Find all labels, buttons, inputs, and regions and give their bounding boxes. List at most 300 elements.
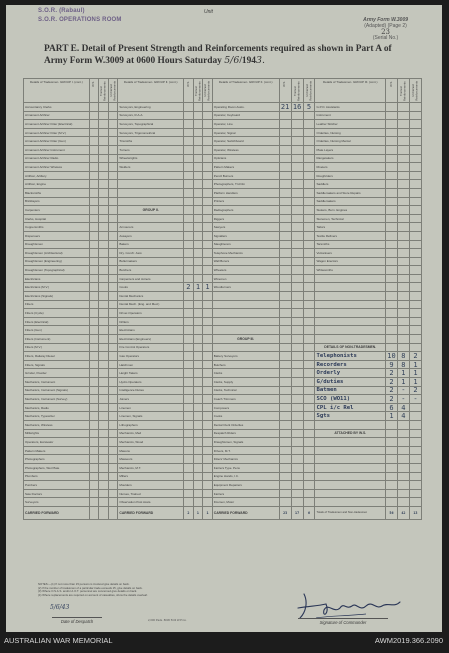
count-cell (108, 395, 118, 404)
count-cell (303, 446, 315, 455)
count-cell: 10 (387, 352, 396, 361)
count-cell (99, 145, 109, 154)
count-cell: 2 (409, 352, 421, 361)
count-cell (303, 498, 315, 507)
trade-label-cell: Electricians (Engineers) (118, 335, 184, 344)
count-cell (203, 300, 213, 309)
count-cell (184, 446, 194, 455)
count-cell (108, 360, 118, 369)
count-cell (409, 335, 421, 344)
count-cell (291, 420, 303, 429)
count-cell (409, 455, 421, 464)
count-cell (89, 137, 99, 146)
count-cell (193, 300, 203, 309)
count-cell (303, 283, 315, 292)
count-cell (397, 257, 409, 266)
count-cell (99, 472, 109, 481)
title-date: 5/6 (224, 55, 240, 66)
trade-label-cell (315, 463, 386, 472)
count-cell (203, 240, 213, 249)
count-cell (409, 197, 421, 206)
count-cell (89, 240, 99, 249)
count-cell (184, 352, 194, 361)
count-cell: 21 (280, 102, 290, 111)
table-header-row (24, 79, 422, 103)
count-cell (397, 498, 409, 507)
count-cell (291, 481, 303, 490)
note-3: (3) Where O.S.A.S. and/or A.O.T. personnel are concerned give details on back. (38, 589, 138, 594)
trade-label-cell: Batmen (315, 386, 386, 395)
count-cell (89, 128, 99, 137)
count-cell (303, 128, 315, 137)
trade-label-cell (212, 326, 279, 335)
count-cell (184, 378, 194, 387)
count-cell (108, 455, 118, 464)
count-cell (386, 266, 398, 275)
count-cell (397, 223, 409, 232)
count-cell (108, 378, 118, 387)
count-cell (193, 266, 203, 275)
count-cell (279, 326, 291, 335)
count-cell (397, 231, 409, 240)
count-cell (184, 489, 194, 498)
carried-forward-row (24, 506, 422, 519)
trade-label-cell: Recorders (315, 360, 386, 369)
carried-count-cell: 17 (291, 506, 303, 519)
count-cell (89, 171, 99, 180)
trade-label-cell (315, 481, 386, 490)
trade-label-cell: Instrument (315, 111, 386, 120)
trade-label-cell: Surveyors, R.A.A. (118, 111, 184, 120)
count-cell (409, 120, 421, 129)
count-cell (203, 120, 213, 129)
count-cell (184, 111, 194, 120)
trade-label-cell: Accountancy Clerks (24, 103, 90, 112)
table-row (24, 455, 422, 464)
trade-label-cell: Millers (118, 472, 184, 481)
count-cell (193, 292, 203, 301)
count-cell (99, 266, 109, 275)
form-reference (363, 17, 408, 41)
count-cell (108, 145, 118, 154)
carried-count-cell: 56 (386, 506, 398, 519)
count-cell (409, 438, 421, 447)
count-cell (279, 223, 291, 232)
count-cell (279, 343, 291, 352)
trade-label-cell: Linemen (118, 403, 184, 412)
count-cell (291, 111, 303, 120)
table-row (24, 231, 422, 240)
header-untrained: Untrained Reinforcements (409, 79, 421, 103)
count-cell (184, 188, 194, 197)
count-cell: 1 (193, 283, 203, 292)
count-cell (184, 463, 194, 472)
count-cell (193, 188, 203, 197)
table-row (24, 214, 422, 223)
count-cell (89, 489, 99, 498)
table-row (24, 171, 422, 180)
table-row (24, 395, 422, 404)
count-cell (303, 463, 315, 472)
table-row (24, 386, 422, 395)
trade-label-cell (315, 472, 386, 481)
trade-label-cell: Draughtsmen (Architectural) (24, 249, 90, 258)
trade-label-cell: Farriers (212, 489, 279, 498)
count-cell (386, 120, 398, 129)
count-cell (397, 249, 409, 258)
count-cell (291, 145, 303, 154)
count-cell (409, 171, 421, 180)
count-cell (386, 171, 398, 180)
trade-label-cell: Lithographers (118, 420, 184, 429)
table-row (24, 292, 422, 301)
count-cell (108, 163, 118, 172)
count-cell (193, 403, 203, 412)
count-cell (193, 378, 203, 387)
count-cell: 1 (397, 378, 409, 387)
trade-label-cell: Mechanics, Wireless (24, 420, 90, 429)
count-cell (303, 206, 315, 215)
count-cell (203, 103, 213, 112)
count-cell: 6 (386, 403, 398, 412)
count-cell (303, 120, 315, 129)
count-cell (303, 317, 315, 326)
trade-label-cell (212, 300, 279, 309)
carried-count-cell: 42 (397, 506, 409, 519)
trade-label-cell: ATTACHED BY W.S. (315, 429, 386, 438)
count-cell (99, 412, 109, 421)
count-cell (279, 120, 291, 129)
count-cell (193, 420, 203, 429)
trade-label-cell: Cooks (118, 283, 184, 292)
count-cell (203, 309, 213, 318)
carried-label-cell: Totals of Tradesmen and Non-tradesmen (315, 506, 386, 519)
count-cell (193, 154, 203, 163)
count-cell: 1 (409, 360, 421, 369)
count-cell (89, 111, 99, 120)
count-cell (279, 274, 291, 283)
count-cell (386, 420, 398, 429)
count-cell (108, 274, 118, 283)
trade-label-cell: Slaughterers (212, 240, 279, 249)
trade-label-cell: Bullermakers (118, 257, 184, 266)
trade-label-cell: Mechanics, Typewriter (24, 412, 90, 421)
count-cell (279, 231, 291, 240)
count-cell (193, 240, 203, 249)
trade-label-cell: Battery Surveyors (212, 352, 279, 361)
count-cell (291, 240, 303, 249)
count-cell (279, 386, 291, 395)
count-cell (303, 300, 315, 309)
trade-label-cell: Fitters' Mechanics (212, 455, 279, 464)
count-cell (303, 257, 315, 266)
count-cell (203, 412, 213, 421)
count-cell (99, 498, 109, 507)
trade-label-cell: Clerks (212, 369, 279, 378)
trade-label-cell: Observation Post Assts. (118, 498, 184, 507)
count-cell (291, 343, 303, 352)
count-cell (99, 420, 109, 429)
count-cell (303, 420, 315, 429)
form-adapted: (Adapted) (Page 2) (364, 23, 407, 29)
header-group-ii-a: Details of Tradesmen. GROUP II. (cont.) (118, 79, 184, 103)
count-cell (409, 266, 421, 275)
trade-label-cell: Butchers (118, 266, 184, 275)
count-cell (279, 214, 291, 223)
count-cell (89, 472, 99, 481)
trade-label-cell: Wheelwrights (118, 154, 184, 163)
count-cell (303, 386, 315, 395)
count-cell (291, 395, 303, 404)
trade-label-cell: Fire Control Operators (118, 343, 184, 352)
trade-label-cell (315, 498, 386, 507)
count-cell (409, 137, 421, 146)
count-cell (203, 472, 213, 481)
trade-label-cell: Surveyors, Engineering (118, 103, 184, 112)
trade-label-cell: Mechanics, Instrument (24, 378, 90, 387)
count-cell (203, 463, 213, 472)
count-cell (184, 455, 194, 464)
count-cell (99, 446, 109, 455)
count-cell (303, 249, 315, 258)
trade-label-cell: Draughtsmen, Signals (212, 438, 279, 447)
serial-number: 23 (381, 28, 390, 36)
count-cell (99, 378, 109, 387)
count-cell (397, 103, 409, 112)
count-cell (203, 352, 213, 361)
table-row (24, 197, 422, 206)
count-cell: 1 (409, 378, 421, 387)
count-cell (108, 292, 118, 301)
count-cell (409, 481, 421, 490)
count-cell (89, 378, 99, 387)
count-cell (193, 395, 203, 404)
count-cell (386, 214, 398, 223)
trade-label-cell (118, 171, 184, 180)
trade-label-cell: Fitters (Cycle) (24, 309, 90, 318)
count-cell (184, 412, 194, 421)
count-cell (279, 455, 291, 464)
trade-label-cell: Orderly (315, 369, 386, 378)
count-cell (409, 463, 421, 472)
count-cell (386, 292, 398, 301)
count-cell: 1 (386, 412, 398, 421)
title-year: 3. (255, 55, 265, 66)
trade-label-cell: Saw Doctors (24, 489, 90, 498)
count-cell (409, 412, 421, 421)
count-cell (99, 249, 109, 258)
trade-label-cell: Plumbers (24, 472, 90, 481)
table-row (24, 446, 422, 455)
trade-label-cell: Tarsmiths (315, 240, 386, 249)
count-cell (291, 128, 303, 137)
trade-label-cell: Armament Artificer Radio (24, 154, 90, 163)
table-row (24, 412, 422, 421)
count-cell (386, 300, 398, 309)
trade-label-cell: Photographers, Wet Plate (24, 463, 90, 472)
count-cell (279, 292, 291, 301)
count-cell (99, 180, 109, 189)
count-cell (386, 498, 398, 507)
count-cell (108, 386, 118, 395)
count-cell: 16 (292, 102, 302, 111)
trade-label-cell: SCO (WO11) (315, 395, 386, 404)
count-cell (291, 223, 303, 232)
count-cell (303, 360, 315, 369)
count-cell (108, 231, 118, 240)
trade-label-cell: Operator, Signal (212, 128, 279, 137)
count-cell (279, 472, 291, 481)
form-sheet (6, 5, 442, 632)
count-cell (184, 154, 194, 163)
table-row (24, 326, 422, 335)
count-cell (386, 257, 398, 266)
count-cell (291, 438, 303, 447)
count-cell (409, 317, 421, 326)
count-cell (397, 163, 409, 172)
trade-label-cell: Operator, Wireless (212, 145, 279, 154)
trade-label-cell: Operator, Line (212, 120, 279, 129)
count-cell (193, 438, 203, 447)
count-cell (303, 231, 315, 240)
trade-label-cell: Storemen, Technical (315, 214, 386, 223)
count-cell (99, 455, 109, 464)
count-cell (89, 412, 99, 421)
count-cell (203, 369, 213, 378)
count-cell (89, 300, 99, 309)
form-name: Army Form W.3009 (363, 17, 408, 23)
count-cell (291, 369, 303, 378)
trade-label-cell: Stokers, Burn. Engines (315, 206, 386, 215)
table-row (24, 429, 422, 438)
count-cell (279, 403, 291, 412)
count-cell (409, 180, 421, 189)
count-cell (108, 420, 118, 429)
trade-label-cell: Opticians (212, 154, 279, 163)
count-cell (279, 188, 291, 197)
count-cell (184, 386, 194, 395)
count-cell (89, 214, 99, 223)
count-cell (203, 266, 213, 275)
count-cell (279, 317, 291, 326)
count-cell (99, 274, 109, 283)
count-cell (108, 240, 118, 249)
header-ws: W.S. (279, 79, 291, 103)
count-cell (184, 403, 194, 412)
part-e-title (44, 44, 414, 67)
trade-label-cell: Photographers, Tri-Film (212, 180, 279, 189)
trade-label-cell: Dispensers (24, 231, 90, 240)
count-cell (397, 111, 409, 120)
count-cell (89, 283, 99, 292)
trade-label-cell: Masons (118, 446, 184, 455)
count-cell (397, 292, 409, 301)
count-cell (397, 283, 409, 292)
count-cell (303, 163, 315, 172)
count-cell: 2 (184, 283, 194, 292)
count-cell (89, 317, 99, 326)
table-row (24, 154, 422, 163)
trade-label-cell: Artificer, Engine (24, 180, 90, 189)
count-cell (108, 154, 118, 163)
note-1: NOTES:—(1) If not more than 15 persons is involved give details on back. (38, 582, 130, 586)
count-cell (291, 180, 303, 189)
count-cell (279, 197, 291, 206)
count-cell (279, 335, 291, 344)
count-cell (89, 403, 99, 412)
table-row (24, 498, 422, 507)
count-cell (279, 369, 291, 378)
count-cell (409, 145, 421, 154)
trade-label-cell: Armament Artificer Instrument (24, 145, 90, 154)
count-cell (279, 378, 291, 387)
count-cell (303, 180, 315, 189)
count-cell (291, 266, 303, 275)
count-cell (89, 455, 99, 464)
count-cell (397, 455, 409, 464)
count-cell (89, 335, 99, 344)
trade-label-cell: Equipment Repairers (212, 481, 279, 490)
trade-label-cell: Operating Room Assts. (212, 103, 279, 112)
count-cell (89, 420, 99, 429)
count-cell (386, 326, 398, 335)
count-cell (193, 249, 203, 258)
count-cell (203, 395, 213, 404)
count-cell (303, 472, 315, 481)
trade-label-cell (118, 214, 184, 223)
count-cell (386, 455, 398, 464)
count-cell (203, 429, 213, 438)
count-cell (89, 438, 99, 447)
count-cell (193, 317, 203, 326)
table-row (24, 274, 422, 283)
despatch-label: Date of Despatch (52, 617, 102, 624)
count-cell (89, 249, 99, 258)
count-cell (184, 429, 194, 438)
count-cell (89, 343, 99, 352)
trade-label-cell: Coach Trimmers (212, 395, 279, 404)
trade-label-cell (315, 335, 386, 344)
count-cell (397, 472, 409, 481)
trade-label-cell: Nurses, Trained (118, 489, 184, 498)
count-cell (99, 171, 109, 180)
count-cell (397, 154, 409, 163)
count-cell (279, 257, 291, 266)
count-cell (291, 292, 303, 301)
trade-label-cell (118, 188, 184, 197)
count-cell (291, 300, 303, 309)
trade-label-cell: Fitters (M.V.) (24, 343, 90, 352)
count-cell (184, 223, 194, 232)
trade-label-cell: Butchers (212, 360, 279, 369)
count-cell (279, 145, 291, 154)
count-cell: 4 (397, 403, 409, 412)
carried-label-cell: CARRIED FORWARD (212, 506, 279, 519)
count-cell (291, 463, 303, 472)
count-cell (108, 412, 118, 421)
count-cell (203, 223, 213, 232)
count-cell (184, 249, 194, 258)
count-cell (397, 240, 409, 249)
count-cell (203, 335, 213, 344)
trade-label-cell (315, 292, 386, 301)
header-trained: Trained Reinforcements (99, 79, 109, 103)
count-cell (203, 145, 213, 154)
count-cell (386, 429, 398, 438)
count-cell (108, 283, 118, 292)
count-cell (291, 249, 303, 258)
count-cell (279, 412, 291, 421)
